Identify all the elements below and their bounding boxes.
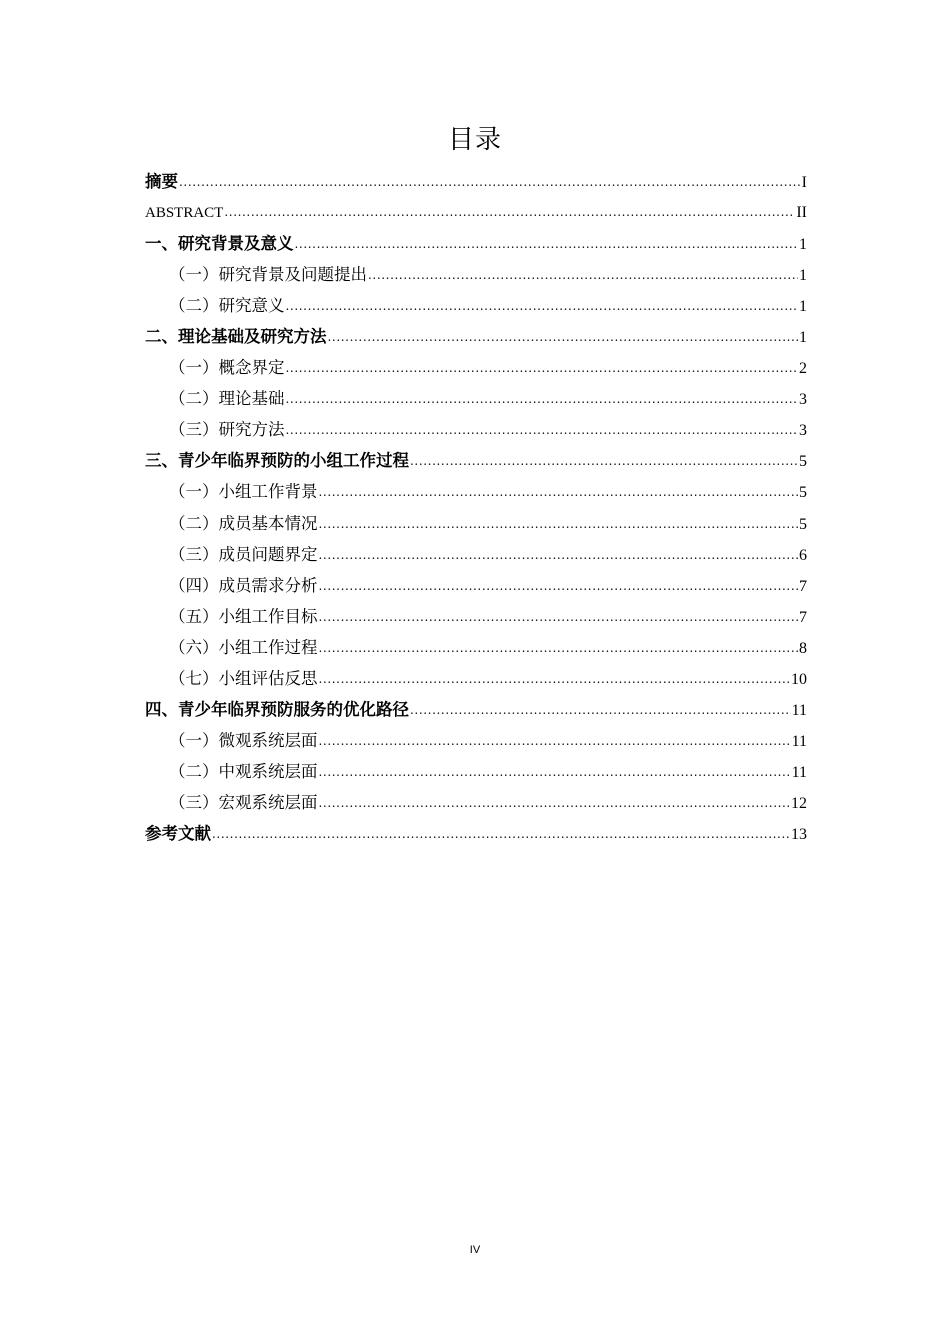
toc-entry-page: 11 [791, 701, 807, 719]
toc-entry-section-1-2[interactable] [145, 290, 807, 321]
toc-entry-section-3-5[interactable] [145, 601, 807, 632]
dot-leader [295, 229, 799, 260]
toc-entry-page: 3 [799, 391, 807, 409]
toc-entry-page: 6 [799, 546, 807, 564]
toc-entry-page: 11 [791, 763, 807, 781]
toc-entry-label: （一）微观系统层面 [169, 730, 318, 750]
toc-entry-page: 10 [791, 670, 807, 688]
dot-leader [319, 509, 799, 540]
toc-entry-page: 1 [799, 329, 807, 347]
toc-entry-page: 2 [799, 360, 807, 378]
dot-leader [224, 197, 795, 228]
toc-entry-page: 7 [799, 608, 807, 626]
dot-leader [319, 633, 799, 664]
toc-entry-section-2-2[interactable] [145, 383, 807, 414]
dot-leader [319, 757, 791, 788]
toc-entry-section-2-3[interactable] [145, 414, 807, 445]
toc-entry-label: （二）研究意义 [169, 296, 285, 316]
page-number: IV [469, 1244, 481, 1256]
dot-leader [179, 167, 801, 198]
toc-entry-section-4-2[interactable] [145, 756, 807, 787]
toc-entry-label: （三）研究方法 [169, 420, 285, 440]
toc-entry-section-4-3[interactable] [145, 787, 807, 818]
toc-entry-page: 1 [799, 236, 807, 254]
dot-leader [319, 477, 799, 508]
toc-entry-page: 1 [799, 298, 807, 316]
dot-leader [368, 260, 798, 291]
toc-entry-page: II [796, 204, 807, 222]
toc-entry-label: （二）中观系统层面 [169, 761, 318, 781]
toc-entry-page: 1 [799, 267, 807, 285]
toc-entry-section-1-1[interactable] [145, 259, 807, 290]
dot-leader [212, 819, 790, 850]
dot-leader [328, 322, 799, 353]
toc-entry-references[interactable] [145, 818, 807, 849]
toc-entry-section-3-3[interactable] [145, 539, 807, 570]
toc-entry-page: 3 [799, 422, 807, 440]
dot-leader [286, 415, 799, 446]
toc-entry-section-4-1[interactable] [145, 725, 807, 756]
toc-entry-section-3-2[interactable] [145, 508, 807, 539]
toc-entry-page: 13 [791, 825, 807, 843]
toc-entry-chapter-4[interactable] [145, 694, 807, 725]
toc-entry-section-3-1[interactable] [145, 476, 807, 507]
toc-entry-page: 5 [799, 515, 807, 533]
dot-leader [286, 384, 799, 415]
toc-list [145, 166, 807, 849]
dot-leader [319, 540, 799, 571]
toc-entry-label: ABSTRACT [145, 205, 224, 222]
toc-entry-label: （四）成员需求分析 [169, 575, 318, 595]
toc-entry-label: 三、青少年临界预防的小组工作过程 [145, 451, 409, 471]
toc-entry-label: 二、理论基础及研究方法 [145, 327, 327, 347]
toc-title: 目录 [447, 125, 502, 155]
dot-leader [410, 446, 798, 477]
dot-leader [319, 602, 799, 633]
toc-entry-chapter-1[interactable] [145, 228, 807, 259]
toc-entry-page: 8 [799, 639, 807, 657]
toc-entry-section-3-4[interactable] [145, 570, 807, 601]
toc-entry-label: （一）概念界定 [169, 358, 285, 378]
toc-entry-label: （二）成员基本情况 [169, 513, 318, 533]
toc-entry-label: （三）宏观系统层面 [169, 792, 318, 812]
toc-entry-abstract-cn[interactable] [145, 166, 807, 197]
toc-entry-label: （一）研究背景及问题提出 [169, 265, 367, 285]
dot-leader [319, 788, 791, 819]
toc-entry-label: 一、研究背景及意义 [145, 234, 294, 254]
toc-entry-label: （二）理论基础 [169, 389, 285, 409]
toc-entry-chapter-2[interactable] [145, 321, 807, 352]
dot-leader [286, 291, 799, 322]
toc-entry-label: 四、青少年临界预防服务的优化路径 [145, 699, 409, 719]
toc-entry-label: 摘要 [145, 172, 178, 191]
toc-entry-page: 11 [791, 732, 807, 750]
toc-entry-label: （五）小组工作目标 [169, 606, 318, 626]
toc-entry-section-3-6[interactable] [145, 632, 807, 663]
toc-entry-label: （六）小组工作过程 [169, 637, 318, 657]
toc-entry-abstract-en[interactable] [145, 197, 807, 228]
dot-leader [319, 571, 799, 602]
toc-entry-label: （一）小组工作背景 [169, 482, 318, 502]
dot-leader [410, 695, 791, 726]
toc-entry-page: 7 [799, 577, 807, 595]
dot-leader [319, 726, 791, 757]
toc-entry-page: 12 [791, 794, 807, 812]
toc-entry-section-2-1[interactable] [145, 352, 807, 383]
toc-entry-label: 参考文献 [145, 823, 211, 843]
dot-leader [319, 664, 791, 695]
toc-entry-chapter-3[interactable] [145, 445, 807, 476]
toc-entry-label: （七）小组评估反思 [169, 668, 318, 688]
toc-entry-section-3-7[interactable] [145, 663, 807, 694]
toc-entry-page: I [801, 174, 807, 191]
toc-entry-page: 5 [799, 484, 807, 502]
toc-entry-page: 5 [799, 453, 807, 471]
dot-leader [286, 353, 799, 384]
toc-entry-label: （三）成员问题界定 [169, 544, 318, 564]
